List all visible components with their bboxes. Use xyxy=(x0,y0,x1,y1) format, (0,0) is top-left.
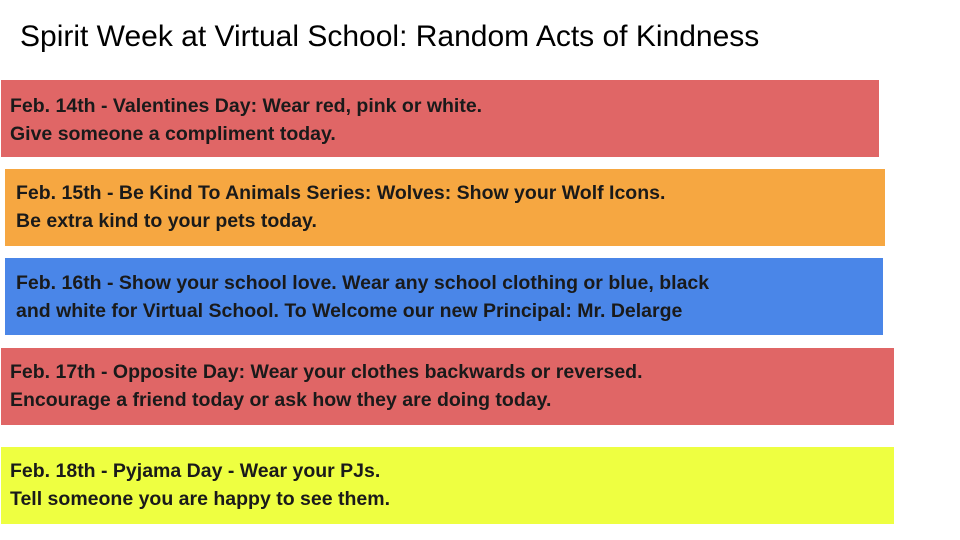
day-box-feb-15 xyxy=(5,169,885,246)
day-box-line-1: Feb. 18th - Pyjama Day - Wear your PJs. xyxy=(10,460,381,482)
day-box-feb-18 xyxy=(1,447,894,524)
day-box-line-1: Feb. 14th - Valentines Day: Wear red, pink or white. xyxy=(10,95,483,117)
day-box-line-2: Tell someone you are happy to see them. xyxy=(10,488,390,510)
day-box-feb-16 xyxy=(5,258,883,335)
day-box-line-2: and white for Virtual School. To Welcome our new Principal: Mr. Delarge xyxy=(16,300,683,322)
slide-title: Spirit Week at Virtual School: Random Acts of Kindness xyxy=(20,20,760,53)
day-box-line-1: Feb. 16th - Show your school love. Wear any school clothing or blue, black xyxy=(16,272,710,294)
day-box-feb-14 xyxy=(1,80,879,157)
day-box-line-1: Feb. 15th - Be Kind To Animals Series: Wolves: Show your Wolf Icons. xyxy=(16,182,666,204)
day-box-line-2: Give someone a compliment today. xyxy=(10,123,336,145)
day-box-line-2: Be extra kind to your pets today. xyxy=(16,210,317,232)
day-box-line-1: Feb. 17th - Opposite Day: Wear your clothes backwards or reversed. xyxy=(10,361,643,383)
day-box-line-2: Encourage a friend today or ask how they are doing today. xyxy=(10,389,552,411)
day-box-feb-17 xyxy=(1,348,894,425)
